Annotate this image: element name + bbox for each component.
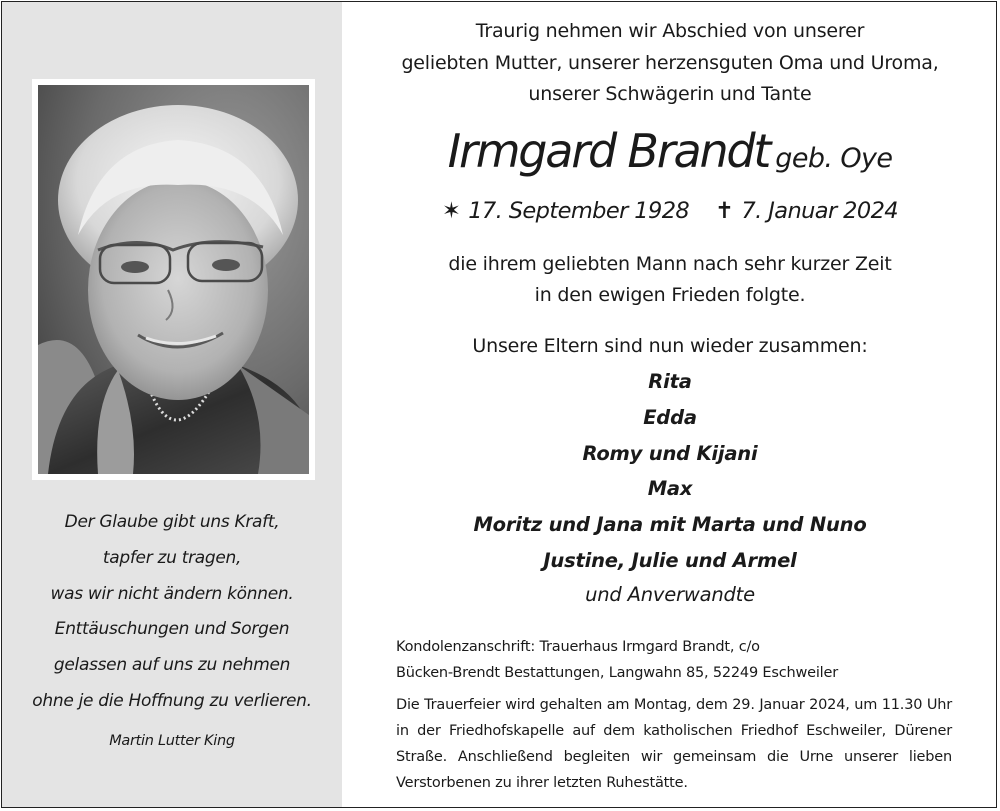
family-member: Rita [648,370,692,393]
life-dates [350,198,990,224]
family-member: Romy und Kijani [582,441,758,465]
intro-line: geliebten Mutter, unserer herzensguten Oma und Uroma, [401,51,939,74]
passing-text [350,249,990,310]
intro-line: Traurig nehmen wir Abschied von unserer [475,20,865,42]
relatives-line: und Anverwandte [585,583,755,606]
star-icon: ✶ [441,198,461,224]
passing-line: die ihrem geliebten Mann nach sehr kurzer Zeit [448,253,892,275]
quote-line: tapfer zu tragen, [102,547,242,568]
family-member: Justine, Julie und Armel [543,548,797,572]
death-date: 7. Januar 2024 [741,198,899,224]
birth-date: 17. September 1928 [468,198,690,224]
condolence-line: Kondolenzanschrift: Trauerhaus Irmgard Brandt, c/o [396,639,760,655]
funeral-notice: Die Trauerfeier wird gehalten am Montag, dem 29. Januar 2024, um 11.30 Uhr in der Friedhofskapelle auf dem katholischen Friedhof Eschweiler, Dürener Straße. Anschließend begleiten wir gemeinsam die Urne unserer lieben Verstorbenen zu ihrer letzten Ruhestätte. [396,697,952,791]
passing-line: in den ewigen Frieden folgte. [534,283,806,306]
quote-line: ohne je die Hoffnung zu verlieren. [32,690,312,711]
family-member: Moritz und Jana mit Marta und Nuno [473,513,867,537]
condolence-address [396,634,956,686]
condolence-line: Bücken-Brendt Bestattungen, Langwahn 85, 52249 Eschweiler [396,665,838,681]
quote-line: Der Glaube gibt uns Kraft, [64,512,280,532]
birth-name: geb. Oye [775,143,893,174]
family-list [350,364,990,579]
together-line: Unsere Eltern sind nun wieder zusammen: [472,335,868,357]
quote-author: Martin Lutter King [109,732,235,749]
deceased-name: Irmgard Brandt [447,124,770,178]
deceased-name-line [350,124,990,178]
quote-line: gelassen auf uns zu nehmen [53,655,291,676]
quote-block [2,505,342,760]
quote-line: Enttäuschungen und Sorgen [54,619,290,640]
family-member: Max [647,477,693,501]
intro-line: unserer Schwägerin und Tante [528,83,812,105]
portrait-illustration [38,85,309,474]
family-member: Edda [643,405,697,429]
cross-icon: ✝ [715,198,734,224]
portrait-photo [38,85,309,474]
quote-line: was wir nicht ändern können. [50,583,294,604]
intro-text [350,16,990,111]
